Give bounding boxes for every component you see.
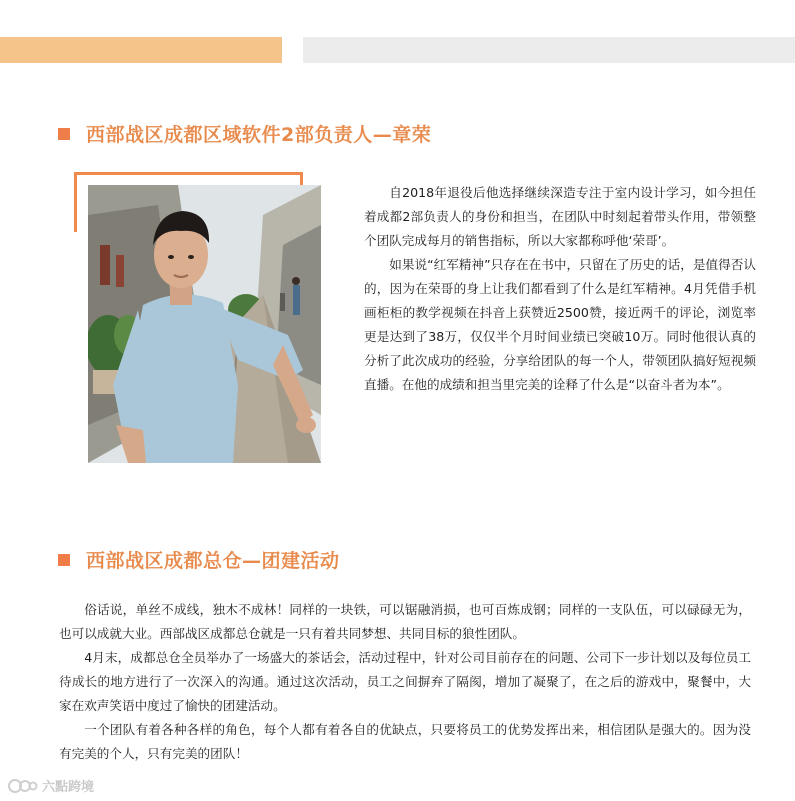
section-title-1 (58, 120, 431, 147)
photo-frame-left-edge (74, 172, 77, 232)
header-bar-gray (303, 37, 795, 63)
section-2-paragraph: 4月末，成都总仓全员举办了一场盛大的茶话会，活动过程中，针对公司目前存在的问题、公司下一步计划以及每位员工待成长的地方进行了一次深入的沟通。通过这次活动，员工之间摒弃了隔阂，增加了凝聚了，在之后的游戏中，聚餐中，大家在欢声笑语中度过了愉快的团建活动。 (59, 650, 751, 713)
square-bullet-icon (58, 128, 70, 140)
section-2-body (59, 598, 751, 766)
square-bullet-icon (58, 554, 70, 566)
watermark (8, 776, 94, 795)
section-2-paragraph: 俗话说，单丝不成线，独木不成林！同样的一块铁，可以锯融消损，也可百炼成钢；同样的一支队伍，可以碌碌无为，也可以成就大业。西部战区成都总仓就是一只有着共同梦想、共同目标的狼性团队。 (59, 602, 751, 641)
section-title-2-text: 西部战区成都总仓—团建活动 (86, 550, 340, 572)
watermark-text: 六點跨境 (42, 780, 95, 795)
section-title-1-text: 西部战区成都区域软件2部负责人—章荣 (86, 124, 432, 146)
section-1-paragraph: 如果说“红军精神”只存在在书中，只留在了历史的话，是值得否认的，因为在荣哥的身上让我们都看到了什么是红军精神。4月凭借手机画柜柜的教学视频在抖音上获赞近2500赞，接近两千的评论，浏览率更是达到了38万，仅仅半个月时间业绩已突破10万。同时他很认真的分析了此次成功的经验，分享给团队的每一个人，带领团队搞好短视频直播。在他的成绩和担当里完美的诠释了什么是“以奋斗者为本”。 (364, 257, 756, 392)
section-2-paragraph: 一个团队有着各种各样的角色，每个人都有着各自的优缺点，只要将员工的优势发挥出来，相信团队是强大的。因为没有完美的个人，只有完美的团队！ (59, 722, 751, 761)
header-bar-orange (0, 37, 282, 63)
watermark-logo-icon (8, 778, 38, 794)
profile-photo (88, 185, 321, 463)
section-1-body (364, 181, 756, 397)
section-title-2 (58, 546, 340, 573)
section-1-paragraph: 自2018年退役后他选择继续深造专注于室内设计学习，如今担任着成都2部负责人的身份和担当，在团队中时刻起着带头作用，带领整个团队完成每月的销售指标，所以大家都称呼他‘荣哥’。 (364, 185, 756, 248)
